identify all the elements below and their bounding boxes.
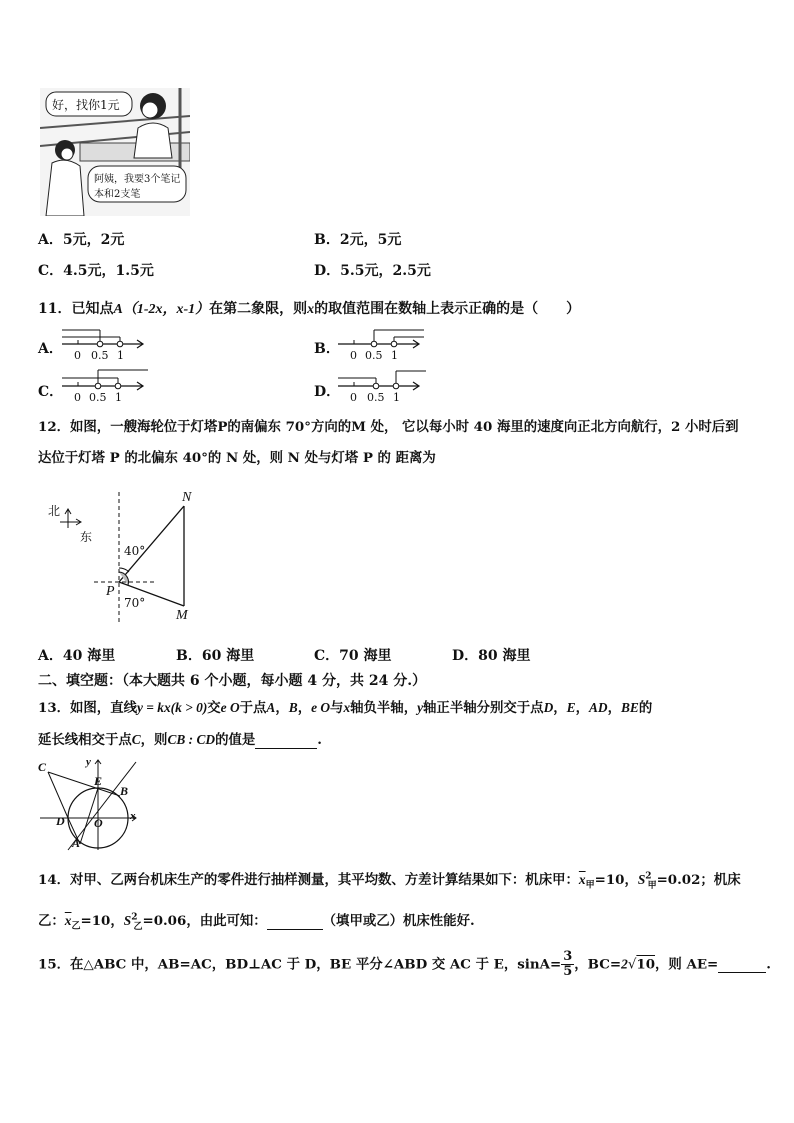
point-P-label: P <box>106 584 115 599</box>
tick-label: 1 <box>117 349 124 362</box>
cartoon-figure <box>40 88 190 216</box>
q10-option-d: D．5.5元，2.5元 <box>314 263 431 279</box>
sin-fraction: $\frac{3}{5}$ <box>563 949 573 980</box>
fig-label-A: A <box>72 836 81 850</box>
bubble-bottom-text-2: 本和2支笔 <box>94 189 141 200</box>
bubble-top-text: 好，找你1元 <box>52 98 120 112</box>
q11-option-b-label: B． <box>314 341 340 357</box>
fig-label-x: x <box>130 810 136 822</box>
q12-option-b: B．60 海里 <box>176 648 255 664</box>
tick-label: 1 <box>115 391 122 404</box>
q11-option-a-label: A． <box>38 341 63 357</box>
answer-blank[interactable] <box>267 913 323 930</box>
q11-option-a-numberline <box>60 322 150 368</box>
q12-option-d: D．80 海里 <box>452 648 531 664</box>
tick-label: 0.5 <box>89 391 107 404</box>
q12-stem-line1: 12．如图，一艘海轮位于灯塔P的南偏东 70°方向的M 处， 它以每小时 40 海里的速度向正北方向航行，2 小时后到 <box>38 419 739 435</box>
bubble-bottom-text-1: 阿姨，我要3个笔记 <box>94 174 181 185</box>
q11-option-b-numberline <box>336 322 436 368</box>
fig-label-E: E <box>94 774 103 788</box>
tick-label: 0 <box>350 391 357 404</box>
angle-70-label: 70° <box>124 596 146 610</box>
q12-figure <box>44 488 224 628</box>
compass-north-label: 北 <box>48 504 61 518</box>
q11-stem: 11．已知点A（1-2x，x-1）在第二象限，则x的取值范围在数轴上表示正确的是（ ） <box>38 301 581 317</box>
q15-stem: 15．在△ABC 中，AB=AC，BD⊥AC 于 D，BE 平分∠ABD 交 AC 于 E，sinA= $\frac{3}{5}$ ，BC=2√10，则 AE= . <box>38 949 771 980</box>
tick-label: 0 <box>74 391 81 404</box>
tick-label: 0.5 <box>367 391 385 404</box>
point-M-label: M <box>176 608 188 623</box>
q11-option-c-numberline <box>60 364 160 410</box>
angle-40-label: 40° <box>124 544 146 558</box>
tick-label: 0 <box>74 349 81 362</box>
tick-label: 0.5 <box>91 349 109 362</box>
q13-stem-line1: 13．如图，直线y = kx(k > 0)交e O于点A，B，e O与x轴负半轴，y轴正半轴分别交于点D，E，AD，BE的 <box>38 700 653 716</box>
tick-label: 0 <box>350 349 357 362</box>
q10-option-a: A．5元，2元 <box>38 232 125 248</box>
q11-option-d-label: D． <box>314 384 341 400</box>
q10-option-c: C．4.5元，1.5元 <box>38 263 154 279</box>
tick-label: 1 <box>391 349 398 362</box>
answer-blank[interactable] <box>718 956 766 973</box>
q14-stem-line2: 乙：$\overline{x}_乙=10$，$S^2_乙=0.06$，由此可知： （填甲或乙）机床性能好. <box>38 912 475 932</box>
tick-label: 1 <box>393 391 400 404</box>
answer-blank[interactable] <box>255 732 317 749</box>
q12-option-a: A．40 海里 <box>38 648 116 664</box>
q13-stem-line2: 延长线相交于点C，则CB : CD的值是 . <box>38 732 322 748</box>
section-title: 二、填空题：（本大题共 6 个小题，每小题 4 分，共 24 分.） <box>38 673 427 689</box>
fig-label-O: O <box>94 816 103 830</box>
compass-east-label: 东 <box>80 530 93 544</box>
q10-option-b: B．2元，5元 <box>314 232 402 248</box>
q12-stem-line2: 达位于灯塔 P 的北偏东 40°的 N 处，则 N 处与灯塔 P 的 距离为 <box>38 450 436 466</box>
q12-option-c: C．70 海里 <box>314 648 392 664</box>
q11-option-d-numberline <box>336 364 436 410</box>
tick-label: 0.5 <box>365 349 383 362</box>
q11-option-c-label: C． <box>38 384 64 400</box>
q13-figure <box>36 756 146 852</box>
fig-label-C: C <box>38 760 47 774</box>
point-N-label: N <box>182 490 192 505</box>
fig-label-y: y <box>86 756 91 768</box>
q14-stem-line1: 14．对甲、乙两台机床生产的零件进行抽样测量，其平均数、方差计算结果如下：机床甲：$\overline{x}_甲=10$，$S^2_甲=0.02$；机床 <box>38 871 741 891</box>
fig-label-B: B <box>120 784 129 798</box>
fig-label-D: D <box>56 814 65 828</box>
